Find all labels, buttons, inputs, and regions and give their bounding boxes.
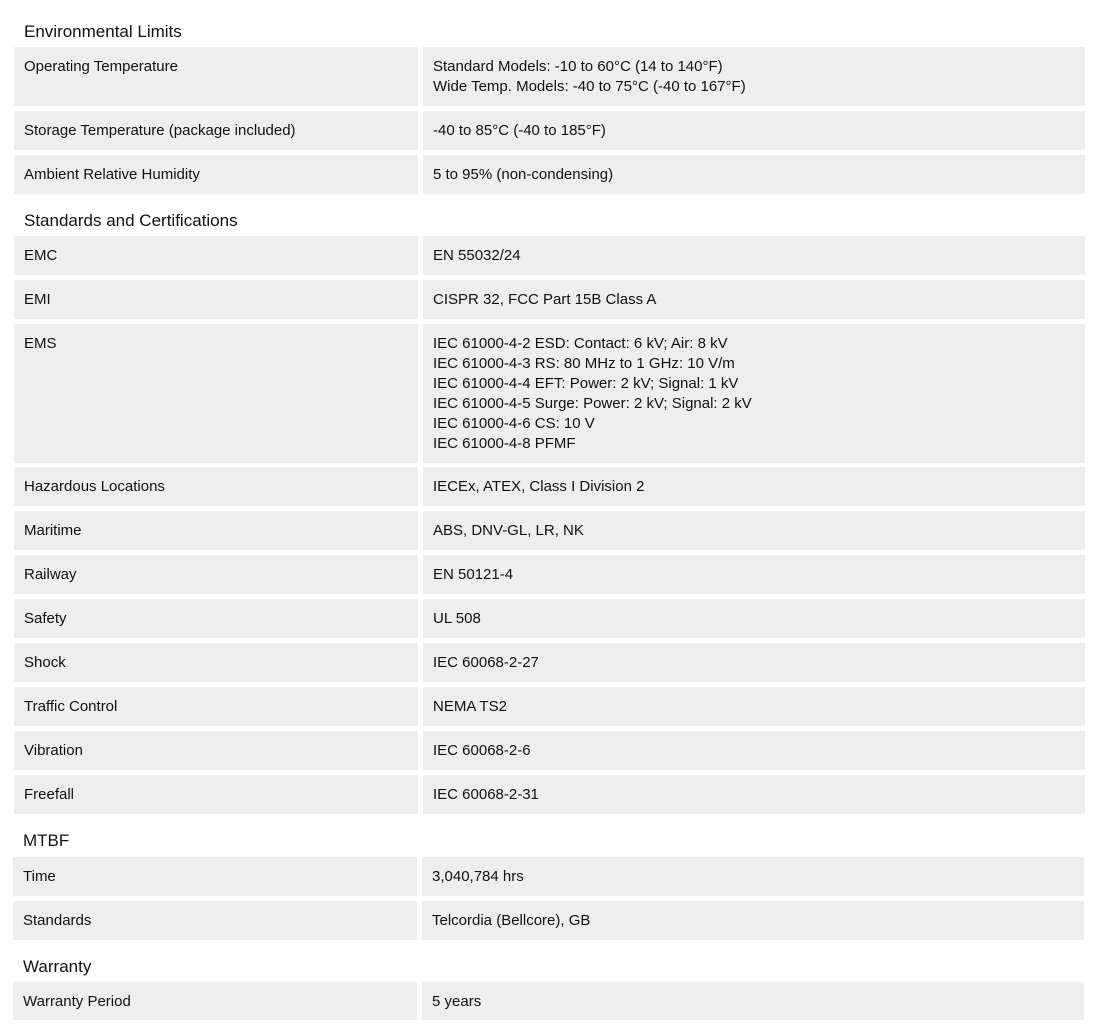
spec-value-line: UL 508 — [433, 610, 481, 627]
spec-row — [13, 901, 1084, 940]
spec-value-line: IEC 61000-4-3 RS: 80 MHz to 1 GHz: 10 V/m — [433, 355, 735, 372]
spec-label: Ambient Relative Humidity — [14, 155, 418, 194]
section-title: Standards and Certifications — [24, 211, 238, 230]
spec-value — [423, 47, 1085, 106]
spec-row — [14, 731, 1085, 770]
spec-row — [14, 643, 1085, 682]
spec-label: Shock — [14, 643, 418, 682]
spec-value-line: IEC 61000-4-5 Surge: Power: 2 kV; Signal: 2 kV — [433, 395, 752, 412]
spec-value — [423, 280, 1085, 319]
spec-value-line: IEC 60068-2-6 — [433, 742, 531, 759]
spec-value-line: IEC 61000-4-2 ESD: Contact: 6 kV; Air: 8 kV — [433, 335, 728, 352]
spec-label: EMS — [14, 324, 418, 463]
spec-value — [423, 511, 1085, 550]
section-title: MTBF — [23, 831, 70, 850]
spec-label: Vibration — [14, 731, 418, 770]
spec-row — [13, 857, 1084, 896]
spec-value — [423, 236, 1085, 275]
spec-value-line: IEC 61000-4-6 CS: 10 V — [433, 415, 595, 432]
spec-label: Operating Temperature — [14, 47, 418, 106]
spec-label: Standards — [13, 901, 417, 940]
spec-value — [423, 324, 1085, 463]
spec-value — [423, 775, 1085, 814]
spec-value-line: NEMA TS2 — [433, 698, 507, 715]
spec-value-line: IECEx, ATEX, Class I Division 2 — [433, 478, 645, 495]
spec-value — [423, 731, 1085, 770]
spec-value-line: 5 to 95% (non-condensing) — [433, 166, 614, 183]
spec-value-line: EN 50121-4 — [433, 566, 514, 583]
spec-label: Time — [13, 857, 417, 896]
spec-value — [423, 555, 1085, 594]
spec-label: Traffic Control — [14, 687, 418, 726]
spec-value-line: IEC 61000-4-8 PFMF — [433, 435, 576, 452]
spec-value — [422, 901, 1084, 940]
spec-row — [14, 775, 1085, 814]
spec-label: Freefall — [14, 775, 418, 814]
spec-value — [422, 982, 1084, 1020]
spec-label: Railway — [14, 555, 418, 594]
spec-value-line: Wide Temp. Models: -40 to 75°C (-40 to 167°F) — [433, 78, 746, 95]
spec-value-line: IEC 60068-2-27 — [433, 654, 539, 671]
spec-row — [14, 555, 1085, 594]
spec-value — [423, 155, 1085, 194]
spec-value — [423, 111, 1085, 150]
spec-value-line: 3,040,784 hrs — [432, 868, 524, 885]
spec-row — [14, 47, 1085, 106]
spec-value-line: 5 years — [432, 993, 482, 1010]
spec-value — [423, 643, 1085, 682]
section-title: Warranty — [23, 957, 92, 976]
spec-value-line: IEC 60068-2-31 — [433, 786, 539, 803]
spec-value-line: IEC 61000-4-4 EFT: Power: 2 kV; Signal: 1 kV — [433, 375, 739, 392]
spec-value-line: Telcordia (Bellcore), GB — [432, 912, 591, 929]
spec-label: Safety — [14, 599, 418, 638]
spec-row — [14, 324, 1085, 463]
spec-row — [14, 155, 1085, 194]
spec-value — [423, 599, 1085, 638]
spec-label: Hazardous Locations — [14, 467, 418, 506]
spec-value — [423, 467, 1085, 506]
spec-row — [14, 280, 1085, 319]
spec-row — [14, 511, 1085, 550]
spec-row — [14, 236, 1085, 275]
section-title: Environmental Limits — [24, 22, 182, 41]
spec-label: Maritime — [14, 511, 418, 550]
spec-label: Warranty Period — [13, 982, 417, 1020]
spec-value — [423, 687, 1085, 726]
spec-value-line: CISPR 32, FCC Part 15B Class A — [433, 291, 657, 308]
spec-label: Storage Temperature (package included) — [14, 111, 418, 150]
spec-value — [422, 857, 1084, 896]
spec-value-line: Standard Models: -10 to 60°C (14 to 140°F) — [433, 58, 723, 75]
spec-label: EMC — [14, 236, 418, 275]
spec-value-line: EN 55032/24 — [433, 247, 521, 264]
spec-row — [14, 467, 1085, 506]
spec-row — [14, 599, 1085, 638]
spec-row — [13, 982, 1084, 1020]
spec-row — [14, 111, 1085, 150]
spec-label: EMI — [14, 280, 418, 319]
spec-row — [14, 687, 1085, 726]
spec-value-line: -40 to 85°C (-40 to 185°F) — [433, 122, 606, 139]
spec-value-line: ABS, DNV-GL, LR, NK — [433, 522, 584, 539]
